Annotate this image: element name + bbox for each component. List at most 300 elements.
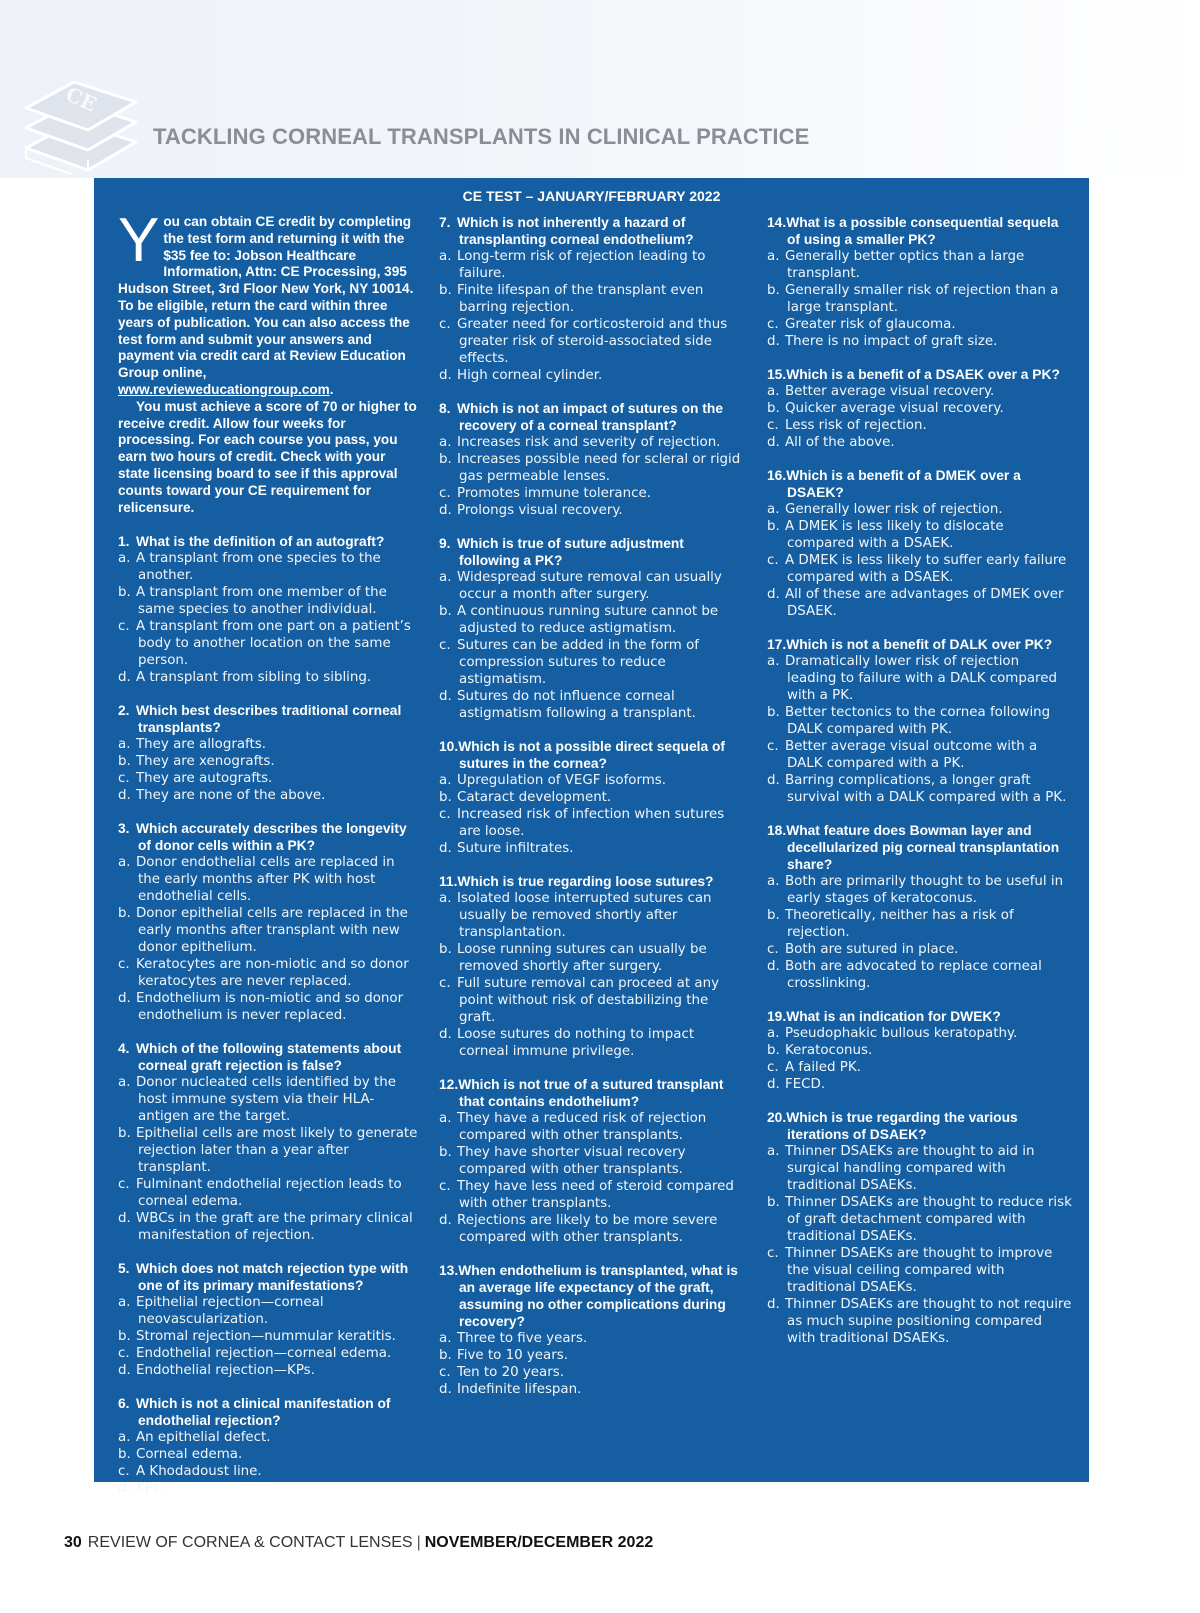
question-number: 1.	[118, 534, 130, 550]
option-letter: d.	[118, 991, 131, 1007]
option-text: Greater need for corticosteroid and thus greater risk of steroid-associated side effects.	[457, 317, 728, 366]
question-number: 2.	[118, 703, 130, 719]
option-text: An epithelial defect.	[136, 1430, 271, 1446]
question-12	[439, 1076, 744, 1246]
option-text: Loose running sutures can usually be removed shortly after surgery.	[457, 942, 707, 974]
page-footer	[64, 1534, 653, 1552]
answer-option	[767, 518, 1072, 552]
question-9	[439, 535, 744, 722]
answer-option	[439, 941, 744, 975]
option-letter: c.	[118, 619, 130, 635]
option-text: A transplant from one species to the another.	[136, 551, 381, 584]
question-text	[439, 214, 744, 248]
education-group-link[interactable]: www.revieweducationgroup.com	[118, 381, 330, 397]
option-letter: c.	[767, 1246, 779, 1261]
option-letter: d.	[767, 587, 780, 602]
option-text: Loose sutures do nothing to impact corneal immune privilege.	[457, 1027, 695, 1059]
option-text: Epithelial rejection—corneal neovascularization.	[136, 1295, 324, 1328]
answer-option	[767, 1143, 1072, 1194]
option-letter: d.	[767, 773, 780, 788]
question-number: 13.	[439, 1263, 459, 1278]
option-letter: c.	[767, 942, 779, 957]
question-11	[439, 873, 744, 1060]
answer-option	[439, 1347, 744, 1364]
option-letter: a.	[118, 737, 131, 753]
answer-option	[767, 400, 1072, 417]
option-letter: b.	[767, 705, 780, 720]
option-text: Generally lower risk of rejection.	[785, 502, 1003, 517]
question-text	[439, 1076, 744, 1110]
answer-option	[767, 1059, 1072, 1076]
issue-date: NOVEMBER/DECEMBER 2022	[424, 1534, 654, 1551]
question-13	[439, 1262, 744, 1398]
question-prompt: What is the definition of an autograft?	[136, 534, 385, 550]
option-text: Fulminant endothelial rejection leads to corneal edema.	[136, 1177, 402, 1210]
answer-option	[118, 1125, 418, 1176]
option-letter: c.	[439, 976, 451, 991]
option-text: Donor epithelial cells are replaced in the early months after transplant with new donor epithelium.	[136, 906, 408, 956]
option-letter: d.	[767, 1297, 780, 1312]
answer-option	[118, 1345, 418, 1362]
option-text: Suture infiltrates.	[457, 841, 574, 856]
question-8	[439, 400, 744, 519]
option-text: They have less need of steroid compared with other transplants.	[457, 1179, 734, 1211]
answer-option	[118, 1328, 418, 1345]
option-letter: a.	[439, 249, 452, 264]
question-text	[439, 1262, 744, 1330]
answer-option	[118, 669, 418, 686]
answer-option	[439, 367, 744, 384]
question-14	[767, 214, 1072, 350]
question-prompt: Which is true regarding loose sutures?	[457, 874, 714, 889]
option-letter: a.	[439, 435, 452, 450]
answer-option	[767, 873, 1072, 907]
option-letter: a.	[439, 1111, 452, 1126]
option-text: A transplant from one part on a patient’s body to another location on the same person.	[136, 619, 411, 669]
intro-paragraph-2: You must achieve a score of 70 or higher to receive credit. Allow four weeks for processing. For each course you pass, you earn two hours of credit. Check with your state licensing board to see if this approval counts toward your CE requirement for relicensure.	[118, 398, 417, 515]
option-letter: c.	[439, 1179, 451, 1194]
option-letter: b.	[767, 283, 780, 298]
answer-option	[767, 552, 1072, 586]
question-prompt: Which of the following statements about corneal graft rejection is false?	[136, 1041, 402, 1074]
question-prompt: Which is true of suture adjustment following a PK?	[457, 536, 684, 568]
answer-option	[767, 316, 1072, 333]
option-text: Generally better optics than a large transplant.	[785, 249, 1025, 281]
option-letter: b.	[767, 908, 780, 923]
answer-option	[118, 770, 418, 787]
question-number: 6.	[118, 1396, 130, 1412]
option-letter: a.	[118, 855, 131, 871]
question-number: 10.	[439, 739, 459, 754]
answer-option	[767, 417, 1072, 434]
question-prompt: What is a possible consequential sequela of using a smaller PK?	[786, 215, 1059, 247]
question-19	[767, 1008, 1072, 1093]
question-text	[767, 214, 1072, 248]
option-text: A transplant from one member of the same species to another individual.	[136, 585, 387, 618]
option-text: Ten to 20 years.	[457, 1365, 564, 1380]
answer-option	[767, 434, 1072, 451]
answer-option	[439, 603, 744, 637]
answer-option	[767, 1042, 1072, 1059]
option-text: There is no impact of graft size.	[785, 334, 998, 349]
option-letter: c.	[767, 317, 779, 332]
answer-option	[118, 990, 418, 1024]
drop-cap: Y	[118, 206, 160, 275]
option-text: WBCs in the graft are the primary clinical manifestation of rejection.	[136, 1211, 413, 1244]
question-17	[767, 636, 1072, 806]
question-5	[118, 1260, 418, 1379]
question-text	[118, 1395, 418, 1429]
question-number: 9.	[439, 536, 451, 551]
question-20	[767, 1109, 1072, 1347]
option-text: A transplant from sibling to sibling.	[136, 670, 372, 686]
option-letter: b.	[767, 1195, 780, 1210]
option-letter: d.	[118, 1481, 131, 1497]
option-text: A continuous running suture cannot be adjusted to reduce astigmatism.	[457, 604, 719, 636]
question-prompt: Which is a benefit of a DSAEK over a PK?	[786, 367, 1060, 382]
option-letter: d.	[767, 959, 780, 974]
answer-option	[767, 653, 1072, 704]
answer-option	[118, 1480, 418, 1497]
option-text: Thinner DSAEKs are thought to reduce risk of graft detachment compared with traditional DSAEKs.	[785, 1195, 1072, 1244]
answer-option	[767, 1245, 1072, 1296]
option-letter: c.	[439, 638, 451, 653]
option-text: Cataract development.	[457, 790, 612, 805]
option-text: They have a reduced risk of rejection compared with other transplants.	[457, 1111, 707, 1143]
question-prompt: When endothelium is transplanted, what is an average life expectancy of the graft, assuming no other complications during recovery?	[458, 1263, 738, 1329]
option-letter: d.	[439, 503, 452, 518]
answer-option	[118, 1446, 418, 1463]
ce-test-panel	[94, 178, 1089, 1497]
option-letter: a.	[767, 502, 780, 517]
option-text: Endothelium is non-miotic and so donor endothelium is never replaced.	[136, 991, 404, 1024]
question-number: 4.	[118, 1041, 130, 1057]
column-3	[767, 214, 1072, 1363]
option-text: Indefinite lifespan.	[457, 1382, 582, 1397]
option-text: Keratocytes are non-miotic and so donor keratocytes are never replaced.	[136, 957, 409, 990]
answer-option	[439, 451, 744, 485]
option-letter: d.	[767, 1077, 780, 1092]
question-list	[767, 214, 1072, 1347]
answer-option	[118, 736, 418, 753]
answer-option	[439, 502, 744, 519]
option-text: Full suture removal can proceed at any point without risk of destabilizing the graft.	[457, 976, 719, 1025]
question-15	[767, 366, 1072, 451]
ce-test-heading: CE TEST – JANUARY/FEBRUARY 2022	[462, 188, 721, 204]
option-letter: a.	[118, 1075, 131, 1091]
option-letter: a.	[118, 1295, 131, 1311]
answer-option	[439, 248, 744, 282]
answer-option	[118, 584, 418, 618]
answer-option	[439, 316, 744, 367]
option-text: Quicker average visual recovery.	[785, 401, 1004, 416]
answer-option	[439, 1330, 744, 1347]
question-1	[118, 533, 418, 686]
option-letter: b.	[118, 585, 131, 601]
option-letter: c.	[767, 553, 779, 568]
answer-option	[439, 1381, 744, 1398]
option-text: Thinner DSAEKs are thought to improve the visual ceiling compared with traditional DSAEKs.	[785, 1246, 1053, 1295]
option-letter: d.	[118, 1363, 131, 1379]
answer-option	[118, 1429, 418, 1446]
answer-option	[767, 941, 1072, 958]
option-text: Better tectonics to the cornea following DALK compared with PK.	[785, 705, 1051, 737]
option-letter: a.	[439, 891, 452, 906]
answer-option	[118, 905, 418, 956]
question-list	[118, 533, 418, 1497]
answer-option	[767, 333, 1072, 350]
option-letter: a.	[767, 654, 780, 669]
answer-option	[439, 282, 744, 316]
answer-option	[439, 840, 744, 857]
option-text: Theoretically, neither has a risk of rejection.	[785, 908, 1014, 940]
page-number: 30	[64, 1534, 82, 1551]
question-text	[767, 366, 1072, 383]
question-number: 7.	[439, 215, 451, 230]
option-letter: b.	[118, 754, 131, 770]
option-letter: d.	[118, 788, 131, 804]
option-text: They have shorter visual recovery compared with other transplants.	[457, 1145, 686, 1177]
option-letter: c.	[118, 957, 130, 973]
answer-option	[118, 1294, 418, 1328]
option-letter: d.	[767, 435, 780, 450]
question-text	[767, 636, 1072, 653]
question-text	[767, 1109, 1072, 1143]
option-letter: b.	[767, 519, 780, 534]
question-prompt: Which accurately describes the longevity of donor cells within a PK?	[136, 821, 407, 854]
option-letter: a.	[439, 1331, 452, 1346]
question-prompt: Which is true regarding the various iterations of DSAEK?	[786, 1110, 1018, 1142]
option-text: Both are primarily thought to be useful in early stages of keratoconus.	[785, 874, 1064, 906]
option-letter: a.	[767, 1144, 780, 1159]
option-letter: a.	[767, 1026, 780, 1041]
question-number: 16.	[767, 468, 787, 483]
option-letter: a.	[767, 384, 780, 399]
answer-option	[439, 1144, 744, 1178]
answer-option	[118, 753, 418, 770]
option-text: A Khodadoust line.	[136, 1464, 262, 1480]
option-text: Both are sutured in place.	[785, 942, 959, 957]
option-text: Pseudophakic bullous keratopathy.	[785, 1026, 1018, 1041]
question-number: 20.	[767, 1110, 787, 1125]
option-text: They are allografts.	[136, 737, 267, 753]
option-text: A DMEK is less likely to suffer early failure compared with a DSAEK.	[785, 553, 1067, 585]
option-text: Sutures do not influence corneal astigmatism following a transplant.	[457, 689, 696, 721]
option-text: Thinner DSAEKs are thought to aid in surgical handling compared with traditional DSAEKs.	[785, 1144, 1035, 1193]
question-number: 14.	[767, 215, 787, 230]
option-text: Increases risk and severity of rejection.	[457, 435, 721, 450]
question-prompt: What feature does Bowman layer and decellularized pig corneal transplantation share?	[786, 823, 1060, 872]
answer-option	[767, 586, 1072, 620]
header-band	[0, 0, 1200, 178]
answer-option	[439, 569, 744, 603]
option-letter: a.	[439, 773, 452, 788]
question-prompt: Which is not a benefit of DALK over PK?	[786, 637, 1053, 652]
question-18	[767, 822, 1072, 992]
option-letter: c.	[118, 1346, 130, 1362]
question-number: 8.	[439, 401, 451, 416]
answer-option	[439, 1178, 744, 1212]
footer-separator: |	[416, 1534, 421, 1551]
option-letter: c.	[118, 771, 130, 787]
option-letter: c.	[118, 1464, 130, 1480]
option-text: Increases possible need for scleral or rigid gas permeable lenses.	[457, 452, 741, 484]
option-text: All of the above.	[785, 435, 895, 450]
question-2	[118, 702, 418, 804]
option-text: Greater risk of glaucoma.	[785, 317, 956, 332]
option-text: Less risk of rejection.	[785, 418, 927, 433]
question-text	[767, 1008, 1072, 1025]
answer-option	[118, 1463, 418, 1480]
option-text: Upregulation of VEGF isoforms.	[457, 773, 667, 788]
intro-paragraph-1: ou can obtain CE credit by completing the test form and returning it with the $35 fee to: Jobson Healthcare Information, Attn: CE Processing, 395 Hudson Street, 3rd Floor New York, NY 10014. To be eligible, return the card within three years of publication. You can also access the test form and submit your answers and payment via credit card at Review Education Group online,	[118, 214, 414, 381]
option-text: Donor nucleated cells identified by the host immune system via their HLA-antigen are the target.	[136, 1075, 396, 1125]
option-text: Endothelial rejection—KPs.	[136, 1363, 315, 1379]
option-text: Better average visual recovery.	[785, 384, 995, 399]
answer-option	[767, 383, 1072, 400]
option-text: They are xenografts.	[136, 754, 275, 770]
option-letter: b.	[118, 1126, 131, 1142]
option-text: Donor endothelial cells are replaced in the early months after PK with host endothelial cells.	[136, 855, 395, 905]
option-letter: b.	[439, 790, 452, 805]
option-text: Better average visual outcome with a DALK compared with a PK.	[785, 739, 1038, 771]
answer-option	[767, 282, 1072, 316]
option-text: Finite lifespan of the transplant even barring rejection.	[457, 283, 704, 315]
answer-option	[439, 434, 744, 451]
option-letter: d.	[118, 1211, 131, 1227]
question-number: 12.	[439, 1077, 459, 1092]
question-6	[118, 1395, 418, 1497]
answer-option	[767, 738, 1072, 772]
option-text: Endothelial rejection—corneal edema.	[136, 1346, 392, 1362]
option-text: Both are advocated to replace corneal crosslinking.	[785, 959, 1042, 991]
option-text: A DMEK is less likely to dislocate compared with a DSAEK.	[785, 519, 1004, 551]
option-text: Five to 10 years.	[457, 1348, 568, 1363]
question-number: 19.	[767, 1009, 787, 1024]
option-letter: a.	[118, 1430, 131, 1446]
option-text: Epithelial cells are most likely to generate rejection later than a year after transplant.	[136, 1126, 418, 1176]
answer-option	[118, 1362, 418, 1379]
question-3	[118, 820, 418, 1024]
answer-option	[767, 248, 1072, 282]
option-letter: c.	[767, 739, 779, 754]
option-letter: a.	[767, 874, 780, 889]
option-letter: a.	[118, 551, 131, 567]
option-text: Prolongs visual recovery.	[457, 503, 623, 518]
option-text: Long-term risk of rejection leading to failure.	[457, 249, 706, 281]
question-text	[439, 400, 744, 434]
question-prompt: Which best describes traditional corneal transplants?	[136, 703, 402, 736]
option-text: Generally smaller risk of rejection than a large transplant.	[785, 283, 1059, 315]
question-text	[439, 873, 744, 890]
option-text: Sutures can be added in the form of compression sutures to reduce astigmatism.	[457, 638, 699, 687]
option-text: FECD.	[785, 1077, 826, 1092]
question-7	[439, 214, 744, 384]
option-letter: b.	[439, 604, 452, 619]
option-letter: d.	[439, 689, 452, 704]
option-text: Isolated loose interrupted sutures can usually be removed shortly after transplantation.	[457, 891, 712, 940]
answer-option	[118, 854, 418, 905]
answer-option	[118, 787, 418, 804]
question-text	[118, 1040, 418, 1074]
answer-option	[439, 806, 744, 840]
option-text: High corneal cylinder.	[457, 368, 603, 383]
option-letter: c.	[767, 1060, 779, 1075]
publication-name: REVIEW OF CORNEA & CONTACT LENSES	[87, 1534, 413, 1551]
question-text	[118, 702, 418, 736]
intro-text	[118, 206, 418, 516]
answer-option	[439, 772, 744, 789]
answer-option	[439, 637, 744, 688]
answer-option	[118, 550, 418, 584]
answer-option	[767, 1076, 1072, 1093]
ce-books-icon	[18, 62, 143, 174]
answer-option	[439, 1026, 744, 1060]
option-letter: b.	[118, 1329, 131, 1345]
option-letter: c.	[439, 486, 451, 501]
question-prompt: Which is a benefit of a DMEK over a DSAEK?	[786, 468, 1021, 500]
option-letter: b.	[439, 452, 452, 467]
question-number: 18.	[767, 823, 787, 838]
answer-option	[767, 1194, 1072, 1245]
option-letter: b.	[118, 906, 131, 922]
question-text	[118, 533, 418, 550]
option-letter: a.	[439, 570, 452, 585]
answer-option	[439, 1110, 744, 1144]
answer-option	[439, 1364, 744, 1381]
question-list	[439, 214, 744, 1398]
answer-option	[118, 1074, 418, 1125]
answer-option	[439, 485, 744, 502]
option-text: Three to five years.	[457, 1331, 588, 1346]
question-number: 17.	[767, 637, 787, 652]
option-letter: b.	[439, 1145, 452, 1160]
question-prompt: Which is not true of a sutured transplant that contains endothelium?	[458, 1077, 724, 1109]
page-title: TACKLING CORNEAL TRANSPLANTS IN CLINICAL PRACTICE	[153, 124, 810, 149]
option-letter: d.	[118, 670, 131, 686]
option-letter: a.	[767, 249, 780, 264]
option-text: They are autografts.	[136, 771, 273, 787]
option-text: Stromal rejection—nummular keratitis.	[136, 1329, 396, 1345]
question-prompt: Which is not an impact of sutures on the recovery of a corneal transplant?	[457, 401, 723, 433]
option-text: Increased risk of infection when sutures are loose.	[457, 807, 725, 839]
answer-option	[767, 1025, 1072, 1042]
option-letter: b.	[118, 1447, 131, 1463]
answer-option	[767, 704, 1072, 738]
answer-option	[767, 772, 1072, 806]
question-text	[767, 822, 1072, 873]
question-text	[439, 738, 744, 772]
option-text: Widespread suture removal can usually occur a month after surgery.	[457, 570, 722, 602]
option-text: Dramatically lower risk of rejection leading to failure with a DALK compared with a PK.	[785, 654, 1057, 703]
question-prompt: Which is not a possible direct sequela of sutures in the cornea?	[458, 739, 725, 771]
option-letter: c.	[439, 1365, 451, 1380]
column-1	[118, 206, 418, 1513]
answer-option	[439, 975, 744, 1026]
answer-option	[118, 1210, 418, 1244]
option-letter: d.	[439, 1213, 452, 1228]
option-letter: b.	[439, 942, 452, 957]
question-prompt: Which is not a clinical manifestation of endothelial rejection?	[136, 1396, 391, 1429]
option-letter: d.	[439, 841, 452, 856]
option-text: A failed PK.	[785, 1060, 861, 1075]
answer-option	[439, 890, 744, 941]
question-4	[118, 1040, 418, 1244]
answer-option	[767, 907, 1072, 941]
option-letter: b.	[439, 1348, 452, 1363]
option-text: All of these are advantages of DMEK over DSAEK.	[785, 587, 1064, 619]
answer-option	[767, 1296, 1072, 1347]
